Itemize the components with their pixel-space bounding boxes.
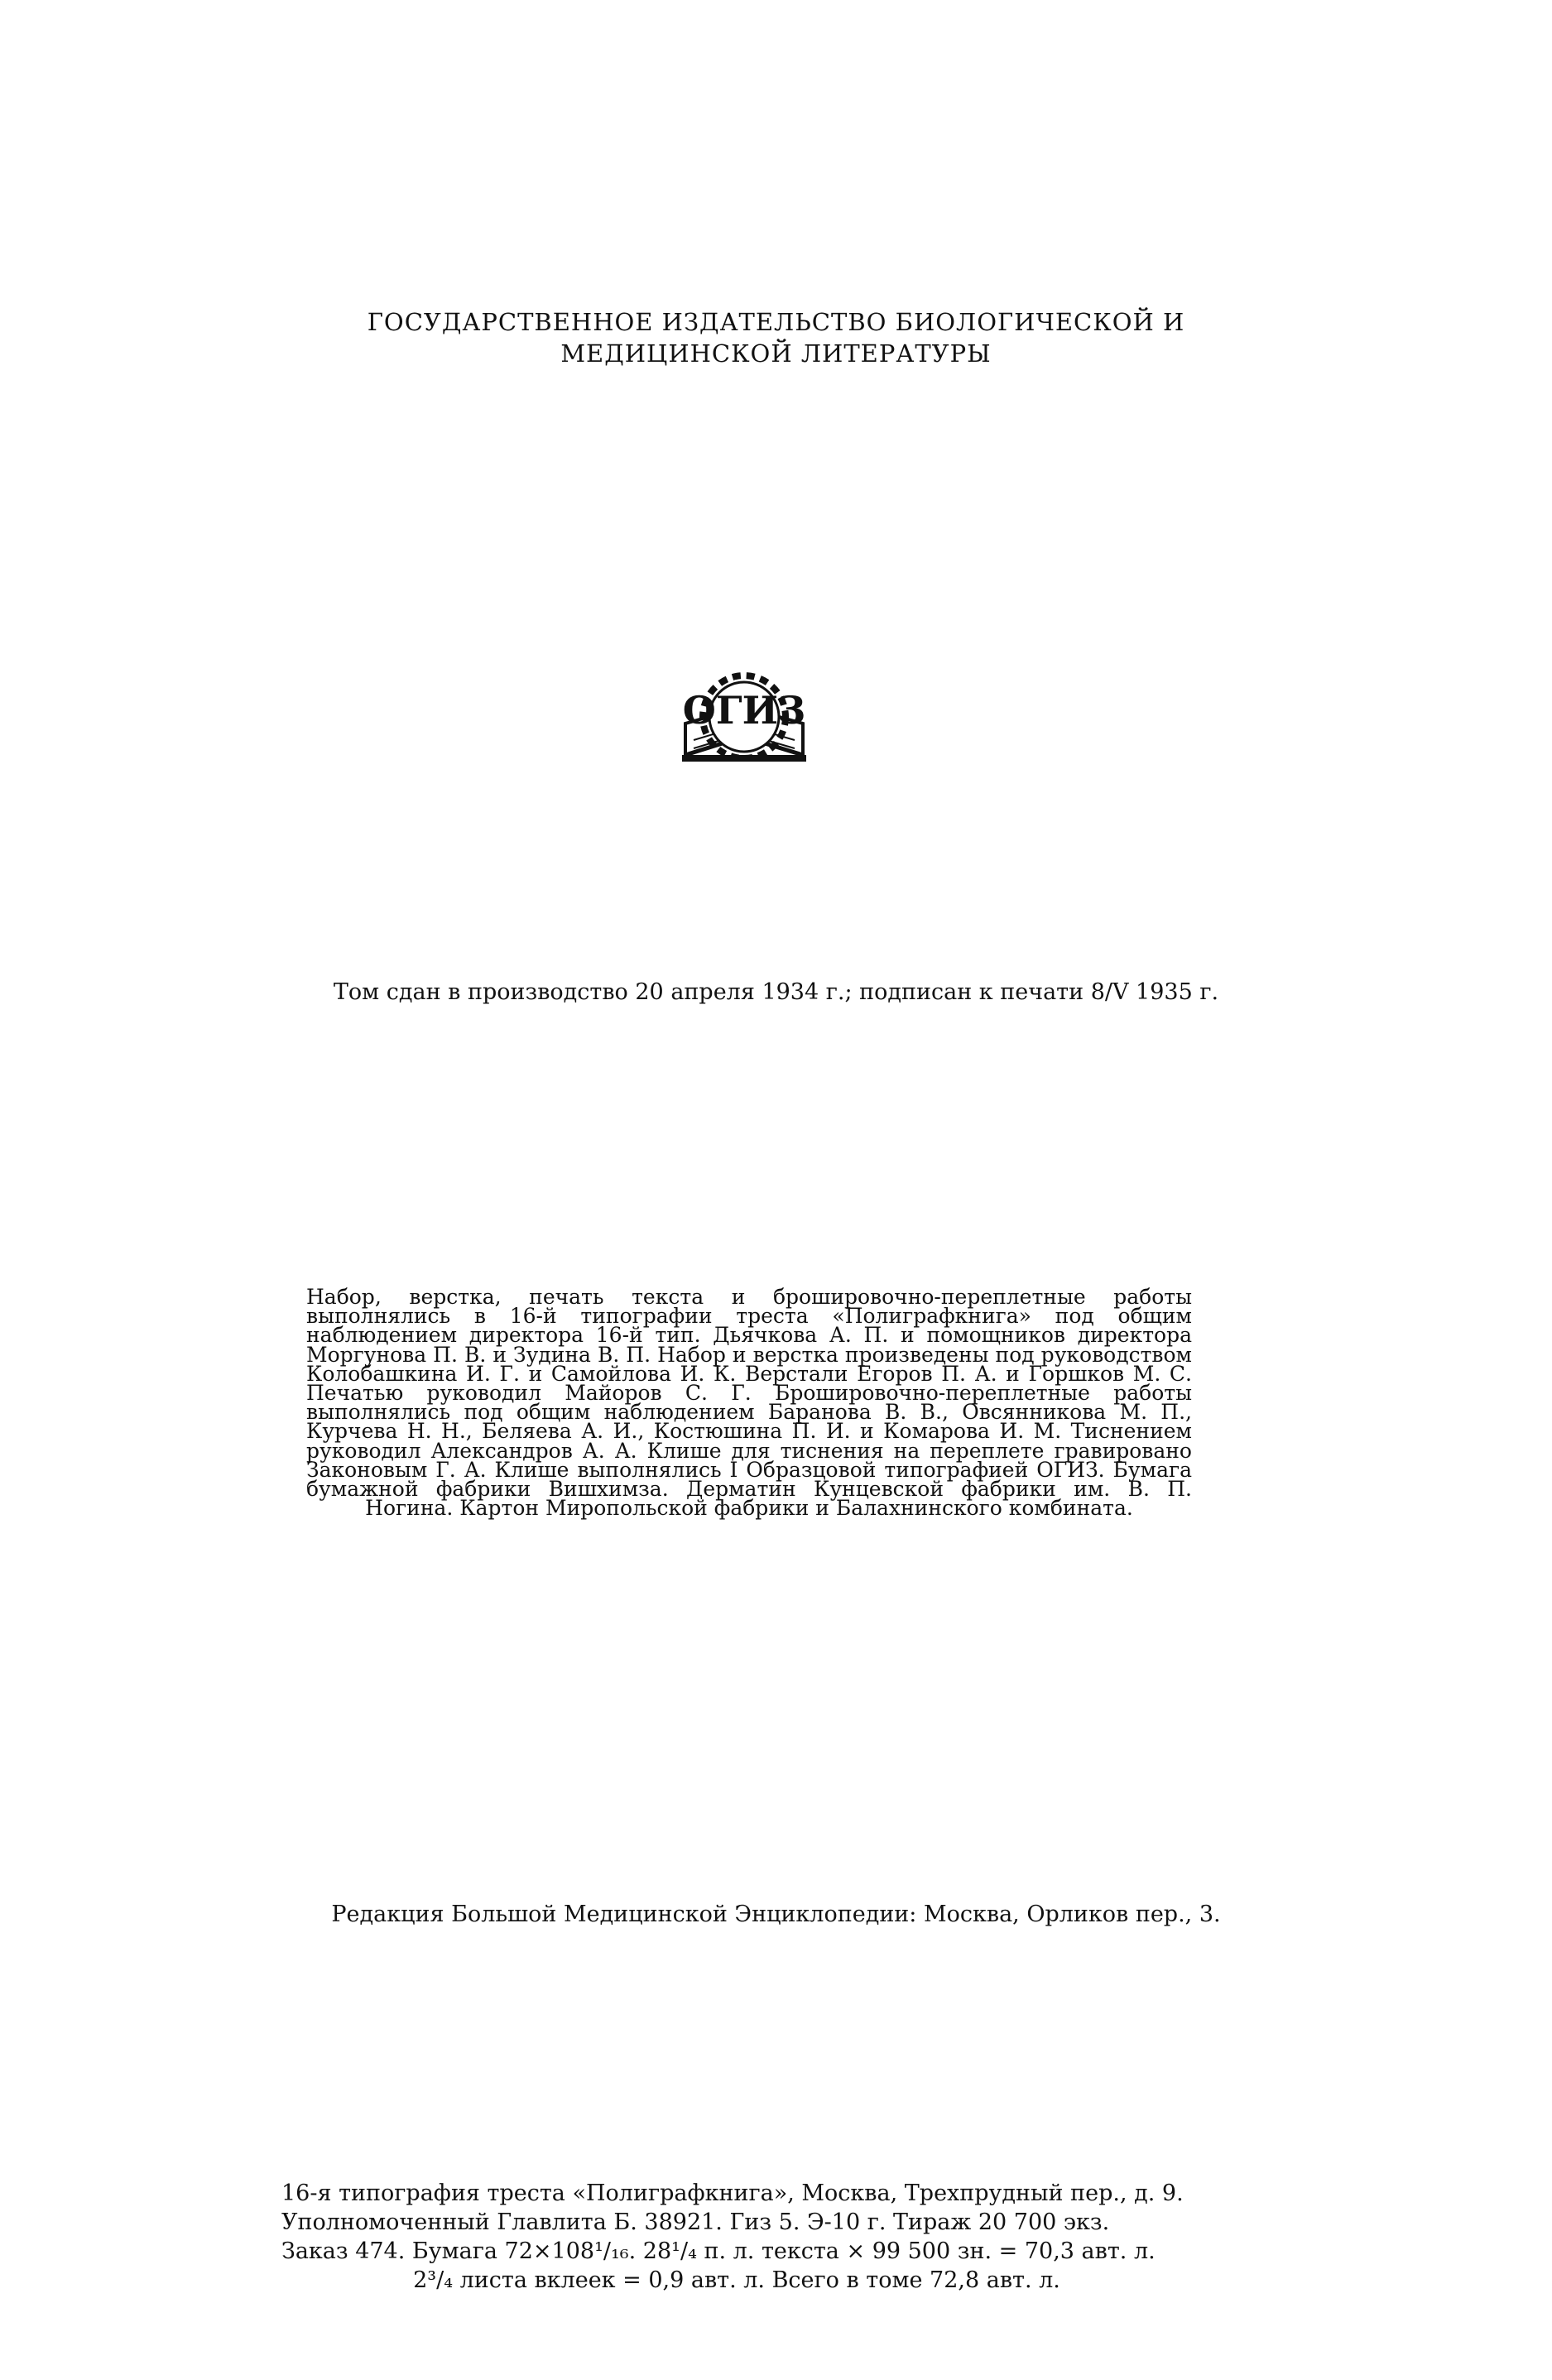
ogiz-emblem-icon bbox=[675, 631, 813, 763]
ogiz-emblem-svg bbox=[675, 631, 813, 763]
imprint-line-3: Заказ 474. Бумага 72×108¹/₁₆. 28¹/₄ п. л. текста × 99 500 зн. = 70,3 авт. л. bbox=[281, 2238, 1156, 2264]
editorial-office: Редакция Большой Медицинской Энциклопедии: Москва, Орликов пер., 3. bbox=[331, 1902, 1221, 1927]
production-credits: Набор, верстка, печать текста и брошировочно-переплетные работы выполнялись в 16-й типографии треста «Полиграфкнига» под общим наблюдением директора 16-й тип. Дьячкова А. П. и помощников директора Моргунова П. В. и Зудина В. П. Набор и верстка произведены под руководством Колобашкина И. Г. и Самойлова И. К. Верстали Егоров П. А. и Горшков М. С. Печатью руководил Майоров С. Г. Брошировочно-переплетные работы выполнялись под общим наблюдением Баранова В. В., Овсянникова М. П., Курчева Н. Н., Беляева А. И., Костюшина П. И. и Комарова И. М. Тиснением руководил Александров А. А. Клише для тиснения на переплете гравировано Законовым Г. А. Клише выполнялись I Образцовой типографией ОГИЗ. Бумага бумажной фабрики Вишхимза. Дерматин Кунцевской фабрики им. В. П. Ногина. Картон Миропольской фабрики и Балахнинского комбината. bbox=[306, 1285, 1192, 1521]
publisher-heading bbox=[0, 306, 1552, 369]
publisher-line-1: ГОСУДАРСТВЕННОЕ ИЗДАТЕЛЬСТВО БИОЛОГИЧЕСКОЙ И bbox=[367, 308, 1185, 336]
imprint-line-1: 16-я типография треста «Полиграфкнига», Москва, Трехпрудный пер., д. 9. bbox=[281, 2180, 1184, 2206]
imprint-line-4: 2³/₄ листа вклеек = 0,9 авт. л. Всего в томе 72,8 авт. л. bbox=[413, 2267, 1060, 2293]
production-dates: Том сдан в производство 20 апреля 1934 г.; подписан к печати 8/V 1935 г. bbox=[333, 979, 1219, 1005]
printer-imprint bbox=[281, 2179, 1242, 2295]
emblem-monogram: ОГИЗ bbox=[682, 688, 806, 733]
imprint-line-2: Уполномоченный Главлита Б. 38921. Гиз 5. Э-10 г. Тираж 20 700 экз. bbox=[281, 2209, 1110, 2235]
publisher-line-2: МЕДИЦИНСКОЙ ЛИТЕРАТУРЫ bbox=[560, 339, 992, 368]
